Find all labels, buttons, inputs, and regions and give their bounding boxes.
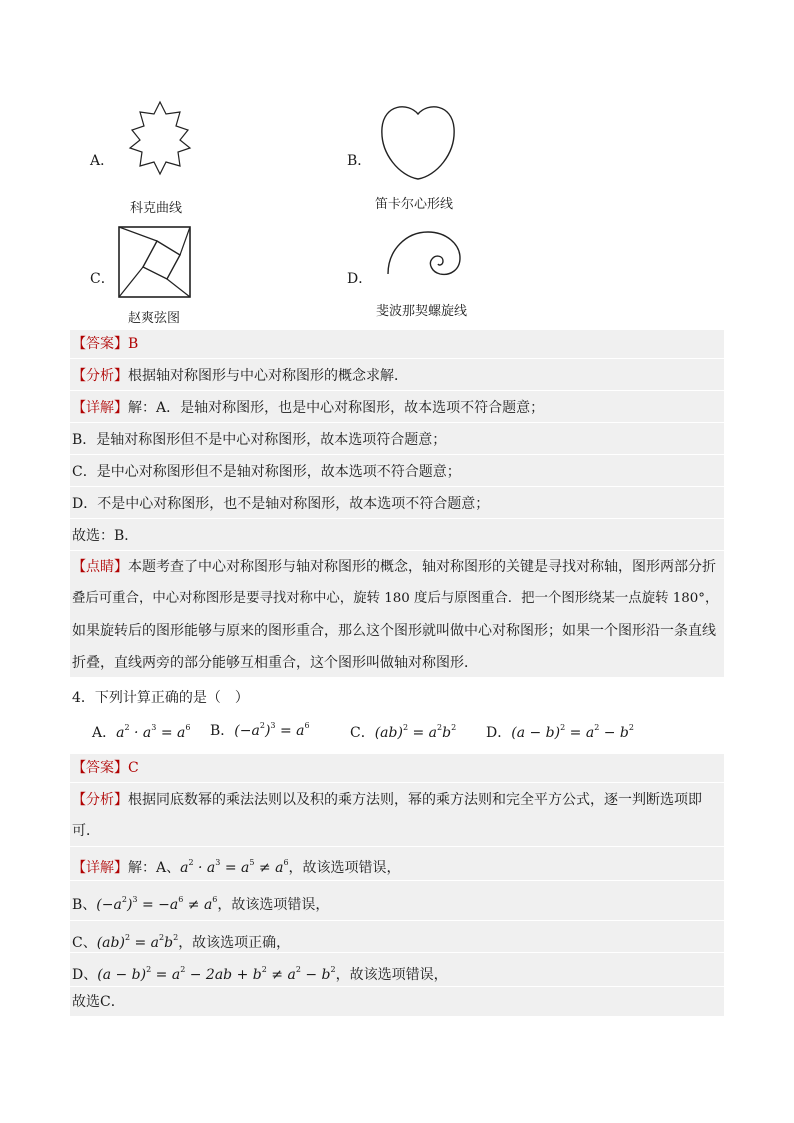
option-a-caption: 科克曲线 bbox=[130, 201, 183, 216]
zhao-shuang-figure bbox=[117, 225, 193, 299]
q4-answer: 【答案】C bbox=[72, 760, 139, 776]
answer-value: B bbox=[128, 336, 139, 352]
q3-comment-2: 叠后可重合，中心对称图形是要寻找对称中心，旋转 180 度后与原图重合．把一个图形绕某一点旋转 180°， bbox=[72, 591, 719, 606]
q3-answer bbox=[72, 334, 138, 354]
q3-detail-3: C．是中心对称图形但不是轴对称图形，故本选项不符合题意； bbox=[72, 464, 461, 480]
q4-detail-3: C、$(ab)^2 = a^2b^2$，故该选项正确， bbox=[72, 933, 291, 951]
q4-stem: 4．下列计算正确的是（ ） bbox=[72, 690, 249, 706]
q3-analysis: 【分析】根据轴对称图形与中心对称图形的概念求解． bbox=[72, 368, 408, 384]
option-d-caption: 斐波那契螺旋线 bbox=[376, 304, 468, 319]
analysis-tag: 【分析】 bbox=[72, 368, 128, 384]
q4-detail-4: D、$(a - b)^2 = a^2 - 2ab + b^2 \ne a^2 - b^2$，故该选项错误， bbox=[72, 965, 448, 983]
q4-option-b: B．$(-a^2)^3 = a^6$ bbox=[210, 721, 310, 739]
cardioid-figure bbox=[376, 100, 460, 182]
option-c-letter: C． bbox=[90, 271, 115, 287]
option-b-letter: B． bbox=[347, 153, 372, 169]
option-c-caption: 赵爽弦图 bbox=[128, 311, 181, 326]
fibonacci-spiral-figure bbox=[386, 228, 462, 278]
option-d-letter: D． bbox=[347, 271, 373, 287]
q4-detail-1: 【详解】解：A、$a^2 \cdot a^3 = a^5 \ne a^6$，故该选项错误， bbox=[72, 858, 401, 876]
q4-option-c: C．$(ab)^2 = a^2b^2$ bbox=[350, 723, 457, 741]
answer-tag: 【答案】 bbox=[72, 336, 128, 352]
q4-option-d: D．$(a - b)^2 = a^2 - b^2$ bbox=[486, 723, 634, 741]
q3-comment-4: 折叠，直线两旁的部分能够互相重合，这个图形叫做轴对称图形． bbox=[72, 655, 478, 671]
koch-curve-figure bbox=[118, 100, 202, 188]
q4-conclusion: 故选C． bbox=[72, 994, 125, 1010]
q3-comment-3: 如果旋转后的图形能够与原来的图形重合，那么这个图形就叫做中心对称图形；如果一个图形沿一条直线 bbox=[72, 623, 716, 639]
detail-tag: 【详解】 bbox=[72, 400, 128, 416]
q3-comment-1: 【点睛】本题考查了中心对称图形与轴对称图形的概念，轴对称图形的关键是寻找对称轴，图形两部分折 bbox=[72, 559, 716, 575]
q3-conclusion: 故选：B． bbox=[72, 528, 139, 544]
q3-detail-4: D．不是中心对称图形，也不是轴对称图形，故本选项不符合题意； bbox=[72, 496, 490, 512]
option-a-letter: A． bbox=[90, 153, 115, 169]
q4-option-a: A．$a^2 \cdot a^3 = a^6$ bbox=[92, 723, 191, 741]
q4-analysis-2: 可． bbox=[72, 823, 100, 839]
q4-detail-2: B、$(-a^2)^3 = -a^6 \ne a^6$，故该选项错误， bbox=[72, 895, 330, 913]
q4-analysis-1: 【分析】根据同底数幂的乘法法则以及积的乘方法则，幂的乘方法则和完全平方公式，逐一判断选项即 bbox=[72, 792, 702, 808]
option-b-caption: 笛卡尔心形线 bbox=[375, 197, 454, 212]
q3-detail-2: B．是轴对称图形但不是中心对称图形，故本选项符合题意； bbox=[72, 432, 447, 448]
comment-tag: 【点睛】 bbox=[72, 559, 128, 575]
q3-detail-1: 【详解】解：A．是轴对称图形，也是中心对称图形，故本选项不符合题意； bbox=[72, 400, 545, 416]
